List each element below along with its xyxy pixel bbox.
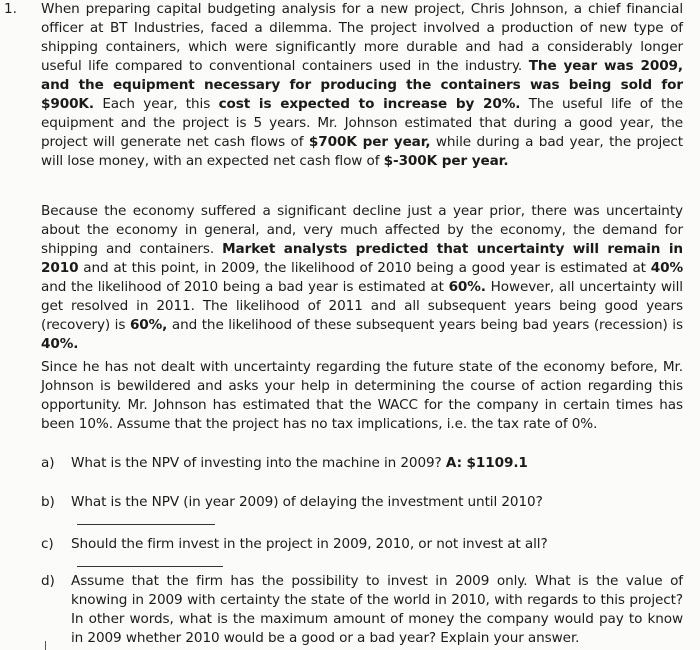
paragraph-uncertainty: [41, 202, 683, 354]
p2-bold-4: 60%,: [129, 317, 168, 333]
answer-blank-c[interactable]: [77, 565, 223, 567]
p2-text-5: and the likelihood of these subsequent years being bad years (recession) is: [171, 317, 683, 333]
p2-bold-1: Market analysts predicted that uncertainty will remain in 2010: [41, 241, 683, 276]
subquestion-d-label: d): [41, 573, 55, 589]
subquestion-d-text: Assume that the firm has the possibility to invest in 2009 only. What is the value of knowing in 2009 with certainty the state of the world in 2010, with regards to this project? In other words, what is the maximum amount of money the company would pay to know in 2009 whether 2010 would be a good or a bad year? Explain your answer.: [71, 573, 683, 646]
subquestion-c-question: Should the firm invest in the project in 2009, 2010, or not invest at all?: [71, 536, 548, 552]
p1-text-2: Each year, this: [102, 96, 211, 112]
p2-text-2: and at this point, in 2009, the likelihood of 2010 being a good year is estimated at: [83, 260, 646, 276]
p1-bold-2: cost is expected to increase by 20%.: [218, 96, 521, 112]
p2-bold-5: 40%.: [41, 336, 79, 352]
subquestion-b-label: b): [41, 494, 55, 510]
p1-bold-1: The year was 2009, and the equipment necessary for producing the containers was being sold for $900K.: [41, 58, 683, 112]
subquestion-b-text: [71, 493, 683, 531]
p1-text-4: while during a bad year, the project will lose money, with an expected net cash flow of: [41, 134, 683, 169]
p2-bold-2: 40%: [650, 260, 683, 276]
p2-text-1: Because the economy suffered a significant decline just a year prior, there was uncertainty about the economy in general, and, very much affected by the economy, the demand for shipping and containers.: [41, 203, 683, 257]
subquestion-b-question: What is the NPV (in year 2009) of delaying the investment until 2010?: [71, 494, 543, 510]
p1-bold-4: $-300K per year.: [383, 153, 509, 169]
p1-bold-3: $700K per year,: [308, 134, 431, 150]
subquestion-a-question: What is the NPV of investing into the machine in 2009?: [71, 455, 442, 471]
p2-text-3: and the likelihood of 2010 being a bad year is estimated at: [41, 279, 444, 295]
subquestion-a-text: [71, 454, 683, 473]
question-number: 1.: [4, 1, 17, 17]
p2-text-4: However, all uncertainty will get resolved in 2011. The likelihood of 2011 and all subsequent years being good years (recovery) is: [41, 279, 683, 333]
answer-blank-b[interactable]: [77, 523, 215, 525]
paragraph-problem-setup: [41, 0, 683, 171]
p2-bold-3: 60%.: [448, 279, 486, 295]
subquestion-c-text: [71, 535, 683, 573]
text-cursor-mark: [45, 641, 46, 650]
paragraph-wacc: Since he has not dealt with uncertainty regarding the future state of the economy before, Mr. Johnson is bewildered and asks your help in determining the course of action regarding this opportunity. Mr. Johnson has estimated that the WACC for the company in certain times has been 10%. Assume that the project has no tax implications, i.e. the tax rate of 0%.: [41, 359, 683, 432]
p1-text-3: The useful life of the equipment and the project is 5 years. Mr. Johnson estimated that during a good year, the project will generate net cash flows of: [41, 96, 683, 150]
p1-text-1: When preparing capital budgeting analysis for a new project, Chris Johnson, a chief financial officer at BT Industries, faced a dilemma. The project involved a production of new type of shipping containers, which were significantly more durable and had a considerably longer useful life compared to conventional containers used in the industry.: [41, 1, 683, 74]
subquestion-a-label: a): [41, 455, 55, 471]
subquestion-c-label: c): [41, 536, 54, 552]
subquestion-a-answer: A: $1109.1: [445, 455, 528, 471]
